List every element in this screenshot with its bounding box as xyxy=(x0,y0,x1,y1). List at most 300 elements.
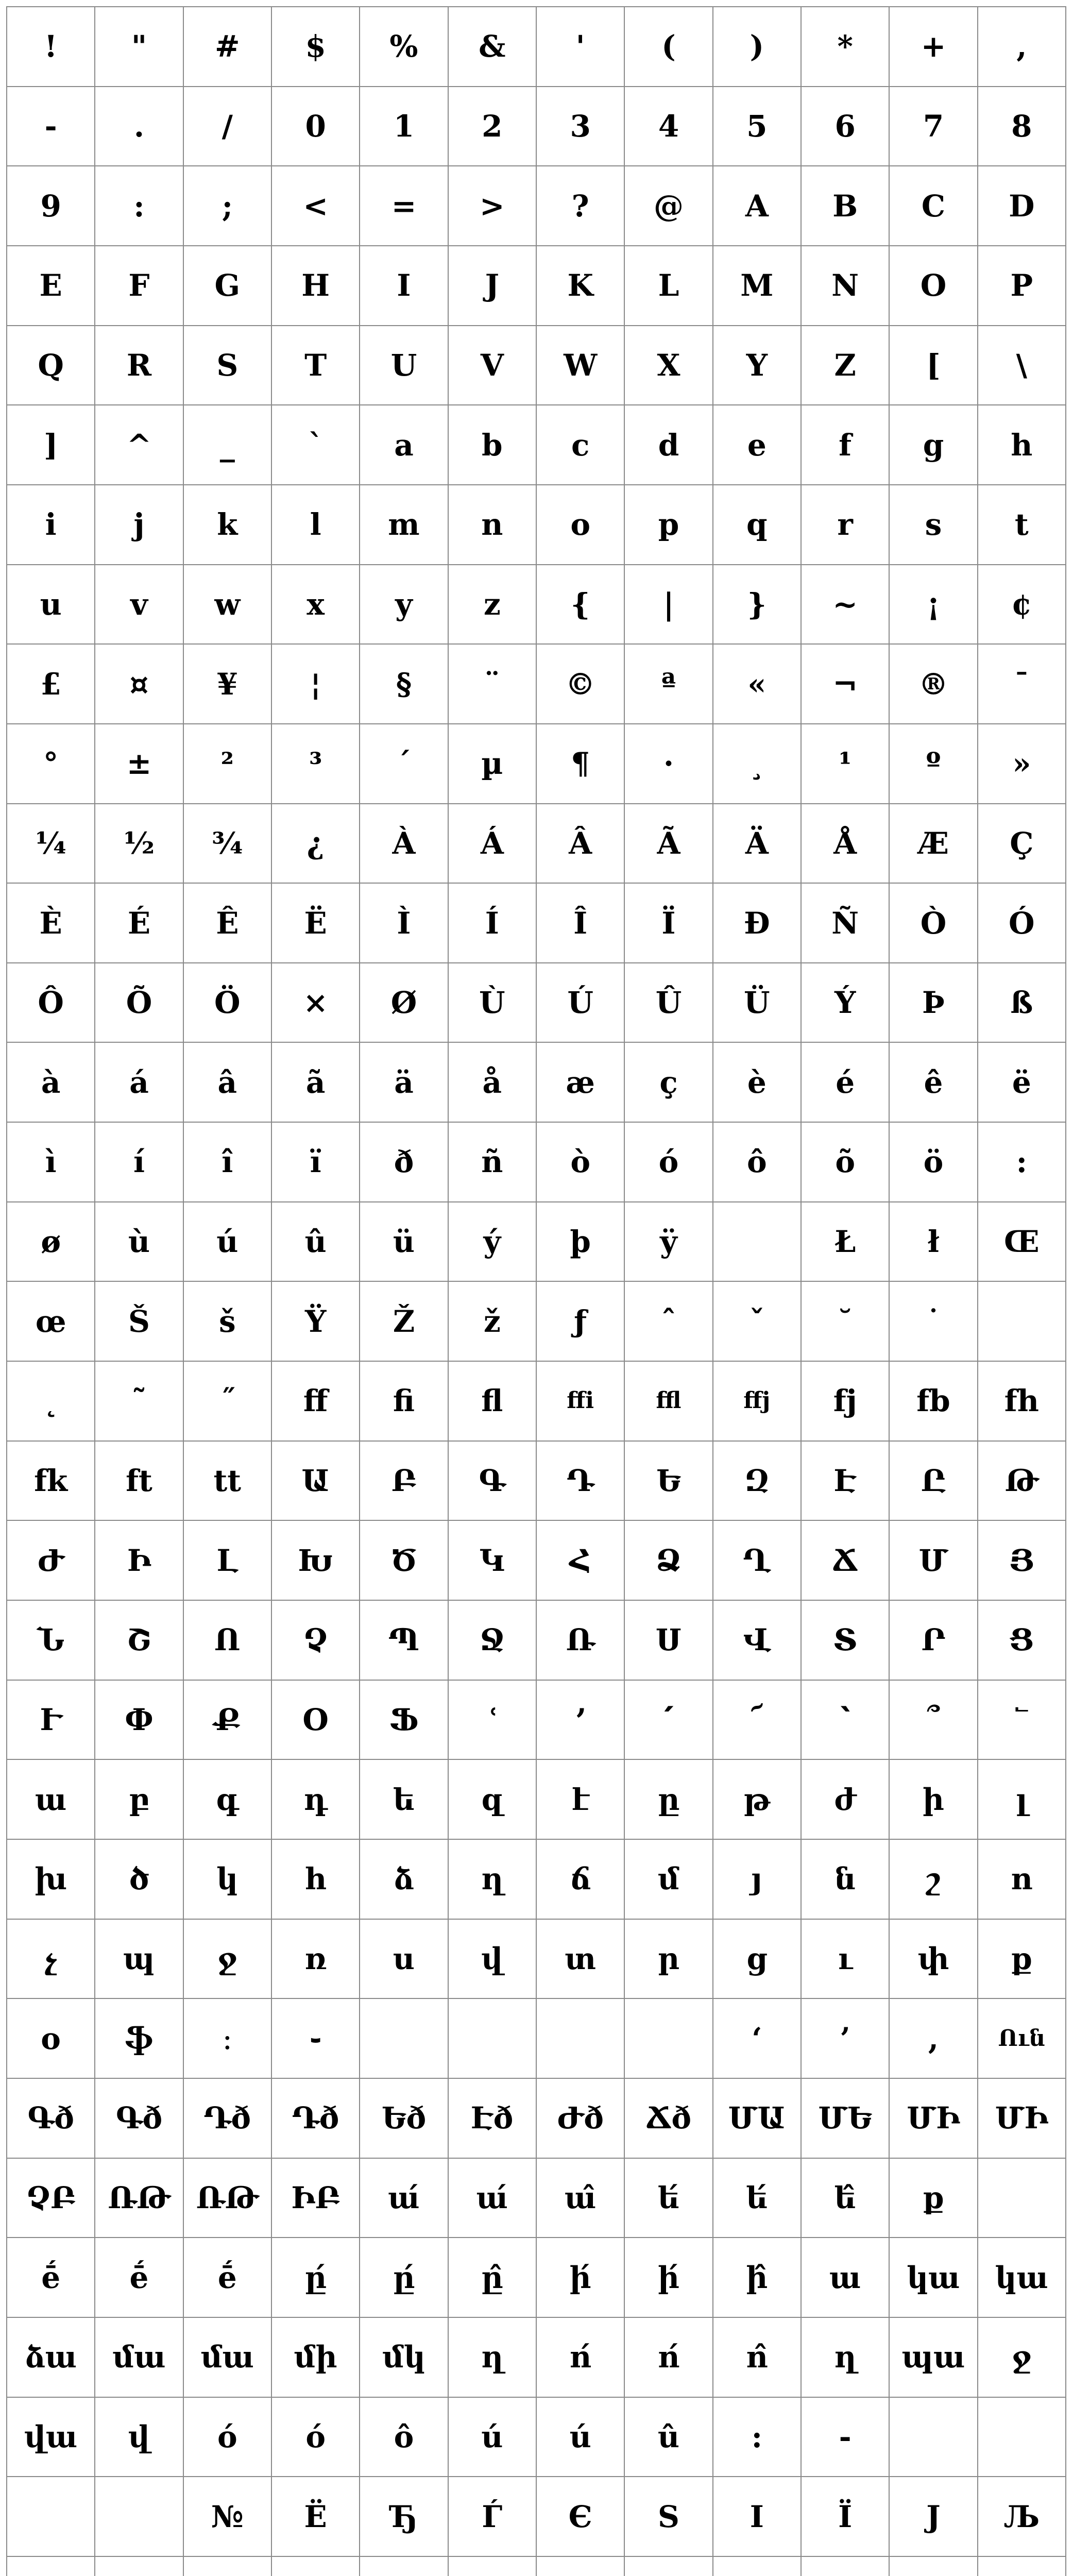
glyph-cell xyxy=(95,2477,183,2557)
glyph-cell: ¢ xyxy=(978,565,1066,645)
glyph-cell: Û xyxy=(625,963,713,1043)
glyph-cell xyxy=(890,2398,978,2478)
glyph-cell: l xyxy=(272,485,360,565)
glyph-cell: ¾ xyxy=(184,804,272,884)
glyph-cell: Æ xyxy=(890,804,978,884)
glyph-cell: Խ xyxy=(272,1521,360,1601)
glyph-cell: i xyxy=(7,485,95,565)
glyph-cell: ի́ xyxy=(537,2238,625,2318)
glyph-cell: ú xyxy=(537,2398,625,2478)
glyph-cell: v xyxy=(95,565,183,645)
glyph-cell: è xyxy=(713,1043,802,1123)
glyph-cell: Ժ xyxy=(7,1521,95,1601)
glyph-cell: â xyxy=(184,1043,272,1123)
glyph-cell: : xyxy=(713,2398,802,2478)
glyph-cell: ՟ xyxy=(978,1681,1066,1760)
glyph-cell: Ր xyxy=(890,1601,978,1681)
glyph-cell: ˜ xyxy=(95,1362,183,1442)
glyph-cell: ð xyxy=(360,1123,448,1202)
glyph-cell: « xyxy=(713,645,802,724)
glyph-cell: Œ xyxy=(978,1202,1066,1282)
glyph-cell: º xyxy=(890,724,978,804)
glyph-cell: ծ xyxy=(95,1840,183,1920)
glyph-cell: É xyxy=(95,884,183,963)
glyph-cell: ft xyxy=(95,1442,183,1521)
glyph-cell xyxy=(978,2557,1066,2576)
glyph-cell: þ xyxy=(537,1202,625,1282)
glyph-cell: A xyxy=(713,166,802,246)
glyph-cell: ú xyxy=(449,2398,537,2478)
glyph-cell: Ժð xyxy=(537,2079,625,2159)
glyph-cell: X xyxy=(625,326,713,406)
glyph-cell: ƒ xyxy=(537,1282,625,1362)
glyph-cell: · xyxy=(625,724,713,804)
glyph-cell: ³ xyxy=(272,724,360,804)
glyph-cell: ÿ xyxy=(625,1202,713,1282)
glyph-cell: ó xyxy=(184,2398,272,2478)
glyph-cell: - xyxy=(802,2398,890,2478)
glyph-cell: Յ xyxy=(978,1521,1066,1601)
glyph-cell: Վ xyxy=(713,1601,802,1681)
glyph-cell: Եð xyxy=(360,2079,448,2159)
glyph-cell: K xyxy=(537,246,625,326)
glyph-cell: q xyxy=(713,485,802,565)
glyph-cell: R xyxy=(95,326,183,406)
glyph-cell: Є xyxy=(537,2477,625,2557)
glyph-cell: Էð xyxy=(449,2079,537,2159)
glyph-cell: 0 xyxy=(272,87,360,167)
glyph-cell: t xyxy=(978,485,1066,565)
glyph-cell: մա xyxy=(95,2318,183,2398)
glyph-cell: 3 xyxy=(537,87,625,167)
glyph-cell: մ xyxy=(625,1840,713,1920)
glyph-cell: ջ xyxy=(184,1920,272,1999)
glyph-cell: ) xyxy=(713,7,802,87)
glyph-cell: 6 xyxy=(802,87,890,167)
glyph-cell: ո̂ xyxy=(713,2318,802,2398)
glyph-cell: ¥ xyxy=(184,645,272,724)
glyph-cell: Q xyxy=(7,326,95,406)
glyph-cell: Օ xyxy=(272,1681,360,1760)
glyph-cell: × xyxy=(272,963,360,1043)
glyph-cell: ] xyxy=(7,405,95,485)
glyph-cell: * xyxy=(802,7,890,87)
glyph-cell: p xyxy=(625,485,713,565)
glyph-cell: z xyxy=(449,565,537,645)
glyph-cell: Ծ xyxy=(360,1521,448,1601)
glyph-cell: ՙ xyxy=(449,1681,537,1760)
glyph-cell: ո xyxy=(978,1840,1066,1920)
glyph-cell: Ѕ xyxy=(625,2477,713,2557)
glyph-cell: ջ xyxy=(978,2318,1066,2398)
glyph-cell: Ուն xyxy=(978,1999,1066,2079)
glyph-cell: ª xyxy=(625,645,713,724)
glyph-cell: Ð xyxy=(713,884,802,963)
glyph-cell: ՚ xyxy=(537,1681,625,1760)
glyph-cell: | xyxy=(625,565,713,645)
glyph-cell: \ xyxy=(978,326,1066,406)
glyph-cell: fb xyxy=(890,1362,978,1442)
glyph-cell: _ xyxy=(184,405,272,485)
glyph-cell xyxy=(449,1999,537,2079)
glyph-cell: Դð xyxy=(184,2079,272,2159)
glyph-cell: ի́ xyxy=(625,2238,713,2318)
glyph-cell: fi xyxy=(360,1362,448,1442)
glyph-cell xyxy=(7,2557,95,2576)
glyph-cell: , xyxy=(978,7,1066,87)
glyph-cell: k xyxy=(184,485,272,565)
glyph-cell: ¨ xyxy=(449,645,537,724)
glyph-cell: " xyxy=(95,7,183,87)
glyph-cell: ՄԵ xyxy=(802,2079,890,2159)
glyph-cell: u xyxy=(7,565,95,645)
glyph-cell: ü xyxy=(360,1202,448,1282)
glyph-cell: Գð xyxy=(95,2079,183,2159)
glyph-cell: F xyxy=(95,246,183,326)
glyph-cell: G xyxy=(184,246,272,326)
glyph-cell: ¦ xyxy=(272,645,360,724)
glyph-cell: Ա xyxy=(272,1442,360,1521)
glyph-cell: ա́ xyxy=(360,2159,448,2239)
glyph-cell: fk xyxy=(7,1442,95,1521)
glyph-cell: ˙ xyxy=(890,1282,978,1362)
glyph-cell: ˝ xyxy=(184,1362,272,1442)
glyph-cell: խ xyxy=(7,1840,95,1920)
glyph-cell: . xyxy=(95,87,183,167)
glyph-cell: ՞ xyxy=(890,1681,978,1760)
glyph-cell: y xyxy=(360,565,448,645)
glyph-cell: M xyxy=(713,246,802,326)
glyph-cell: ˛ xyxy=(7,1362,95,1442)
glyph-cell: ô xyxy=(713,1123,802,1202)
glyph-cell: D xyxy=(978,166,1066,246)
glyph-cell: d xyxy=(625,405,713,485)
glyph-cell: հ xyxy=(272,1840,360,1920)
glyph-cell: Ê xyxy=(184,884,272,963)
glyph-cell: : xyxy=(95,166,183,246)
glyph-cell: ե́ xyxy=(713,2159,802,2239)
glyph-cell: Y xyxy=(713,326,802,406)
glyph-cell: Ռ xyxy=(537,1601,625,1681)
glyph-cell: ffl xyxy=(625,1362,713,1442)
glyph-cell: O xyxy=(890,246,978,326)
glyph-cell: ք xyxy=(978,1920,1066,1999)
glyph-cell: վ xyxy=(449,1920,537,1999)
glyph-cell: E xyxy=(7,246,95,326)
glyph-cell: £ xyxy=(7,645,95,724)
glyph-cell xyxy=(537,1999,625,2079)
glyph-cell: Ո xyxy=(184,1601,272,1681)
glyph-cell: ´ xyxy=(360,724,448,804)
glyph-cell: ( xyxy=(625,7,713,87)
glyph-cell: ը́ xyxy=(272,2238,360,2318)
glyph-cell: Փ xyxy=(95,1681,183,1760)
glyph-cell: ն xyxy=(802,1840,890,1920)
glyph-cell: ï xyxy=(272,1123,360,1202)
glyph-cell: ՄԻ xyxy=(978,2079,1066,2159)
glyph-cell: ե xyxy=(360,1760,448,1840)
glyph-cell xyxy=(890,2557,978,2576)
glyph-cell: Ե xyxy=(625,1442,713,1521)
glyph-cell: õ xyxy=(802,1123,890,1202)
glyph-cell: m xyxy=(360,485,448,565)
glyph-cell: Գð xyxy=(7,2079,95,2159)
glyph-cell: fj xyxy=(802,1362,890,1442)
glyph-cell: a xyxy=(360,405,448,485)
glyph-cell: ‘ xyxy=(713,1999,802,2079)
glyph-cell: / xyxy=(184,87,272,167)
glyph-cell: Ø xyxy=(360,963,448,1043)
glyph-cell: - xyxy=(7,87,95,167)
glyph-cell xyxy=(272,2557,360,2576)
glyph-cell: Ѓ xyxy=(449,2477,537,2557)
glyph-cell: ? xyxy=(537,166,625,246)
glyph-cell: ւ xyxy=(802,1920,890,1999)
glyph-cell: Ց xyxy=(978,1601,1066,1681)
glyph-cell: æ xyxy=(537,1043,625,1123)
glyph-cell: Ç xyxy=(978,804,1066,884)
glyph-cell: ˆ xyxy=(625,1282,713,1362)
glyph-cell: բ xyxy=(95,1760,183,1840)
glyph-cell: ԻԲ xyxy=(272,2159,360,2239)
glyph-cell: B xyxy=(802,166,890,246)
glyph-cell: P xyxy=(978,246,1066,326)
glyph-cell: մի xyxy=(272,2318,360,2398)
glyph-cell: ՄԱ xyxy=(713,2079,802,2159)
glyph-cell: , xyxy=(890,1999,978,2079)
glyph-cell: n xyxy=(449,485,537,565)
glyph-cell: Դð xyxy=(272,2079,360,2159)
glyph-cell: յ xyxy=(713,1840,802,1920)
glyph-cell xyxy=(978,2159,1066,2239)
glyph-cell: ա xyxy=(802,2238,890,2318)
glyph-cell: Ј xyxy=(890,2477,978,2557)
glyph-cell: fl xyxy=(449,1362,537,1442)
glyph-cell: կ xyxy=(184,1840,272,1920)
glyph-cell: ՝ xyxy=(802,1681,890,1760)
glyph-cell xyxy=(802,2557,890,2576)
glyph-cell: Ì xyxy=(360,884,448,963)
glyph-cell: կա xyxy=(890,2238,978,2318)
glyph-cell: ձ xyxy=(360,1840,448,1920)
glyph-cell: Ք xyxy=(184,1681,272,1760)
glyph-cell: ց xyxy=(713,1920,802,1999)
glyph-cell xyxy=(95,2557,183,2576)
glyph-cell: Ù xyxy=(449,963,537,1043)
glyph-cell: û xyxy=(625,2398,713,2478)
glyph-cell: ì xyxy=(7,1123,95,1202)
glyph-cell: ֆ xyxy=(95,1999,183,2079)
glyph-cell: ե́ xyxy=(625,2159,713,2239)
glyph-cell: U xyxy=(360,326,448,406)
glyph-cell: Ú xyxy=(537,963,625,1043)
glyph-cell: ժ xyxy=(802,1760,890,1840)
glyph-cell: Լ xyxy=(184,1521,272,1601)
glyph-cell: ł xyxy=(890,1202,978,1282)
glyph-cell: ; xyxy=(184,166,272,246)
glyph-cell: ç xyxy=(625,1043,713,1123)
glyph-cell: ը̂ xyxy=(449,2238,537,2318)
glyph-cell: ¤ xyxy=(95,645,183,724)
glyph-cell: ՜ xyxy=(713,1681,802,1760)
glyph-cell: ը xyxy=(625,1760,713,1840)
glyph-cell: Ô xyxy=(7,963,95,1043)
glyph-cell: j xyxy=(95,485,183,565)
glyph-cell: b xyxy=(449,405,537,485)
glyph-cell: ’ xyxy=(802,1999,890,2079)
glyph-cell: fh xyxy=(978,1362,1066,1442)
glyph-cell: ։ xyxy=(184,1999,272,2079)
glyph-cell: ՉԲ xyxy=(7,2159,95,2239)
glyph-cell: Õ xyxy=(95,963,183,1043)
glyph-cell: ḗ xyxy=(7,2238,95,2318)
glyph-cell: Ë xyxy=(272,884,360,963)
glyph-cell: ¹ xyxy=(802,724,890,804)
glyph-cell: ô xyxy=(360,2398,448,2478)
glyph-cell: } xyxy=(713,565,802,645)
glyph-cell: ՄԻ xyxy=(890,2079,978,2159)
glyph-cell: w xyxy=(184,565,272,645)
glyph-cell: © xyxy=(537,645,625,724)
glyph-cell: ՛ xyxy=(625,1681,713,1760)
glyph-cell: 2 xyxy=(449,87,537,167)
glyph-cell: ղ xyxy=(449,1840,537,1920)
glyph-cell: Љ xyxy=(978,2477,1066,2557)
glyph-grid xyxy=(6,6,1066,2576)
glyph-cell: Ւ xyxy=(7,1681,95,1760)
glyph-cell: À xyxy=(360,804,448,884)
glyph-cell: L xyxy=(625,246,713,326)
glyph-cell: չ xyxy=(7,1920,95,1999)
glyph-cell: ß xyxy=(978,963,1066,1043)
glyph-cell: ¼ xyxy=(7,804,95,884)
glyph-cell: < xyxy=(272,166,360,246)
glyph-cell: h xyxy=(978,405,1066,485)
glyph-cell: ² xyxy=(184,724,272,804)
glyph-cell: Z xyxy=(802,326,890,406)
glyph-cell: Ö xyxy=(184,963,272,1043)
glyph-cell: ã xyxy=(272,1043,360,1123)
glyph-cell xyxy=(713,2557,802,2576)
glyph-cell: մա xyxy=(184,2318,272,2398)
glyph-cell: ֊ xyxy=(272,1999,360,2079)
glyph-cell: Ճð xyxy=(625,2079,713,2159)
glyph-cell: շ xyxy=(890,1840,978,1920)
glyph-cell: Ò xyxy=(890,884,978,963)
glyph-cell: Մ xyxy=(890,1521,978,1601)
glyph-cell: Կ xyxy=(449,1521,537,1601)
glyph-cell: c xyxy=(537,405,625,485)
glyph-cell: Ä xyxy=(713,804,802,884)
glyph-cell: ý xyxy=(449,1202,537,1282)
glyph-cell: վա xyxy=(7,2398,95,2478)
glyph-cell: > xyxy=(449,166,537,246)
glyph-cell: Ջ xyxy=(449,1601,537,1681)
glyph-cell xyxy=(360,1999,448,2079)
glyph-cell: Ž xyxy=(360,1282,448,1362)
glyph-cell: Í xyxy=(449,884,537,963)
glyph-cell xyxy=(978,1282,1066,1362)
glyph-cell: + xyxy=(890,7,978,87)
glyph-cell: à xyxy=(7,1043,95,1123)
glyph-cell: µ xyxy=(449,724,537,804)
glyph-cell: g xyxy=(890,405,978,485)
glyph-cell: І xyxy=(713,2477,802,2557)
glyph-cell: օ xyxy=(7,1999,95,2079)
glyph-cell: Ý xyxy=(802,963,890,1043)
glyph-cell: Ÿ xyxy=(272,1282,360,1362)
glyph-cell: ռ xyxy=(272,1920,360,1999)
glyph-cell: ո́ xyxy=(625,2318,713,2398)
glyph-cell: W xyxy=(537,326,625,406)
glyph-cell: ® xyxy=(890,645,978,724)
glyph-cell: î xyxy=(184,1123,272,1202)
glyph-cell: : xyxy=(978,1123,1066,1202)
glyph-cell: ± xyxy=(95,724,183,804)
glyph-cell: ° xyxy=(7,724,95,804)
glyph-cell: ք xyxy=(890,2159,978,2239)
glyph-cell: » xyxy=(978,724,1066,804)
glyph-cell: á xyxy=(95,1043,183,1123)
glyph-cell: ó xyxy=(625,1123,713,1202)
glyph-cell: f xyxy=(802,405,890,485)
glyph-cell: s xyxy=(890,485,978,565)
glyph-cell: Չ xyxy=(272,1601,360,1681)
glyph-cell: e xyxy=(713,405,802,485)
glyph-cell: ¬ xyxy=(802,645,890,724)
glyph-cell: ձա xyxy=(7,2318,95,2398)
glyph-cell: ղ xyxy=(802,2318,890,2398)
glyph-cell: Ï xyxy=(625,884,713,963)
glyph-cell: ó xyxy=(272,2398,360,2478)
glyph-cell: ' xyxy=(537,7,625,87)
glyph-cell: S xyxy=(184,326,272,406)
glyph-cell: ղ xyxy=(449,2318,537,2398)
glyph-cell xyxy=(625,2557,713,2576)
glyph-cell: տ xyxy=(537,1920,625,1999)
glyph-cell: ø xyxy=(7,1202,95,1282)
glyph-cell: 9 xyxy=(7,166,95,246)
glyph-cell: Տ xyxy=(802,1601,890,1681)
glyph-cell: r xyxy=(802,485,890,565)
glyph-cell: № xyxy=(184,2477,272,2557)
glyph-cell: Å xyxy=(802,804,890,884)
glyph-cell: Ֆ xyxy=(360,1681,448,1760)
glyph-cell xyxy=(360,2557,448,2576)
glyph-cell: Ի xyxy=(95,1521,183,1601)
glyph-cell: ը́ xyxy=(360,2238,448,2318)
glyph-cell: T xyxy=(272,326,360,406)
glyph-cell xyxy=(449,2557,537,2576)
glyph-cell: Շ xyxy=(95,1601,183,1681)
glyph-cell: ffj xyxy=(713,1362,802,1442)
glyph-cell: & xyxy=(449,7,537,87)
glyph-cell: Ը xyxy=(890,1442,978,1521)
glyph-cell: փ xyxy=(890,1920,978,1999)
glyph-cell: ` xyxy=(272,405,360,485)
glyph-cell: ա̂ xyxy=(537,2159,625,2239)
glyph-cell: ffi xyxy=(537,1362,625,1442)
glyph-cell: ½ xyxy=(95,804,183,884)
glyph-cell: Ն xyxy=(7,1601,95,1681)
glyph-cell: ḗ xyxy=(184,2238,272,2318)
glyph-cell: Ђ xyxy=(360,2477,448,2557)
glyph-cell: [ xyxy=(890,326,978,406)
glyph-cell: ê xyxy=(890,1043,978,1123)
glyph-cell: # xyxy=(184,7,272,87)
glyph-cell: C xyxy=(890,166,978,246)
glyph-cell: ՌԹ xyxy=(95,2159,183,2239)
